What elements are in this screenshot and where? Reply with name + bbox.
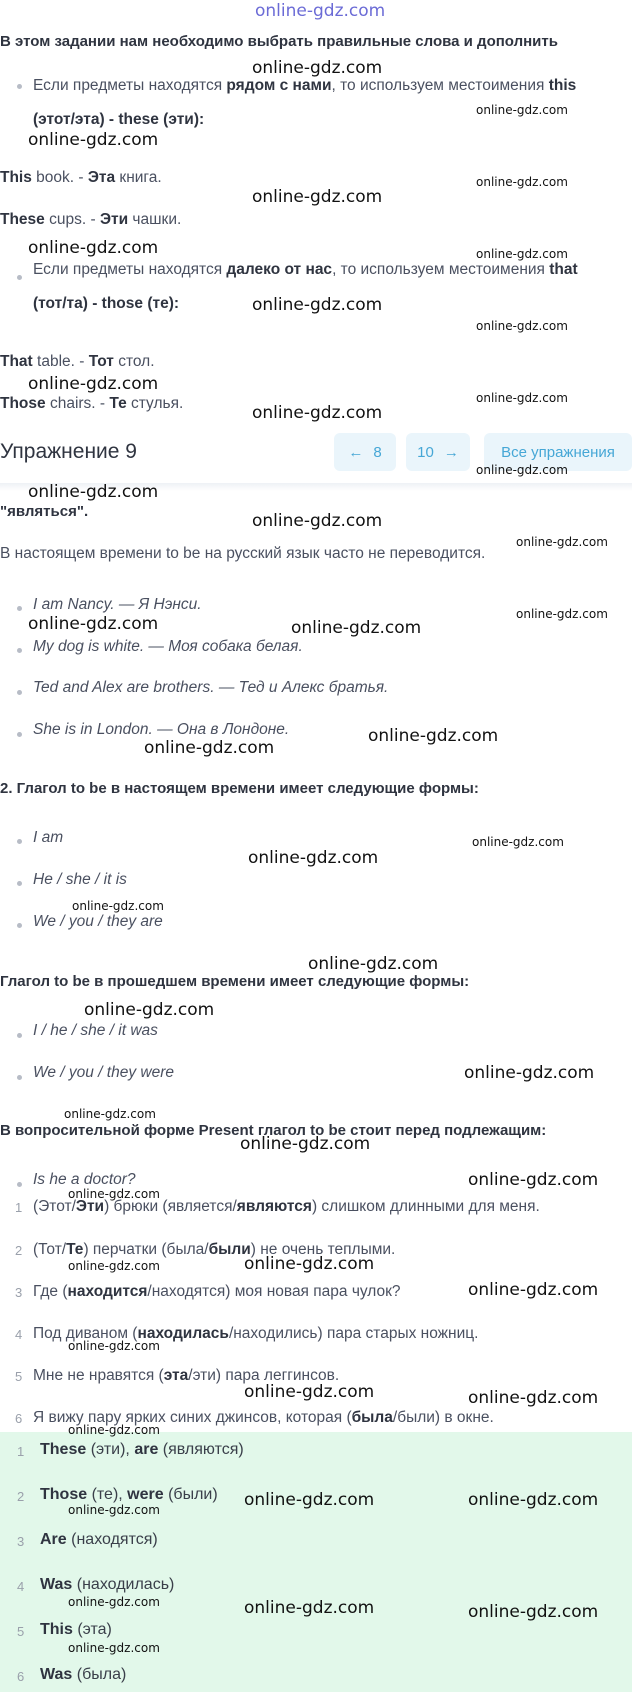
watermark: online-gdz.com xyxy=(468,1280,599,1300)
example-these: These cups. - Эти чашки. xyxy=(0,211,182,228)
header-watermark: online-gdz.com xyxy=(255,1,386,21)
task-number: 5 xyxy=(15,1369,23,1384)
watermark: online-gdz.com xyxy=(248,848,379,868)
example-item: I am Nancy. — Я Нэнси. xyxy=(33,596,202,613)
bullet xyxy=(17,923,22,928)
question-example: Is he a doctor? xyxy=(33,1171,136,1188)
task-number: 4 xyxy=(15,1327,23,1342)
example-item: Ted and Alex are brothers. — Тед и Алекс братья. xyxy=(33,679,389,696)
example-item: My dog is white. — Моя собака белая. xyxy=(33,638,303,655)
watermark: online-gdz.com xyxy=(28,614,159,634)
watermark: online-gdz.com xyxy=(28,130,159,150)
watermark: online-gdz.com xyxy=(468,1602,599,1622)
intro-bullet-1-line2: (этот/эта) - these (эти): xyxy=(33,111,205,128)
watermark: online-gdz.com xyxy=(84,1000,215,1020)
watermark: online-gdz.com xyxy=(252,187,383,207)
watermark: online-gdz.com xyxy=(68,1259,160,1273)
watermark: online-gdz.com xyxy=(244,1490,375,1510)
watermark: online-gdz.com xyxy=(28,238,159,258)
watermark: online-gdz.com xyxy=(244,1254,375,1274)
exercise-title: Упражнение 9 xyxy=(0,440,137,463)
answer-item: Are (находятся) xyxy=(40,1531,158,1548)
present-form: I am xyxy=(33,829,64,846)
watermark: online-gdz.com xyxy=(28,374,159,394)
task-item: Под диваном (находилась/находились) пара старых ножниц. xyxy=(33,1325,479,1342)
watermark: online-gdz.com xyxy=(476,463,568,477)
answer-item: These (эти), are (являются) xyxy=(40,1441,244,1458)
watermark: online-gdz.com xyxy=(252,58,383,78)
task-number: 2 xyxy=(15,1243,23,1258)
watermark: online-gdz.com xyxy=(68,1187,160,1201)
watermark: online-gdz.com xyxy=(68,1595,160,1609)
task-item: Я вижу пару ярких синих джинсов, которая (была/были) в окне. xyxy=(33,1409,494,1426)
example-that: That table. - Тот стол. xyxy=(0,353,155,370)
task-number: 3 xyxy=(15,1285,23,1300)
bullet xyxy=(17,1182,22,1187)
watermark: online-gdz.com xyxy=(252,511,383,531)
next-exercise-button[interactable] xyxy=(406,433,470,471)
all-exercises-button[interactable]: Все упражнения xyxy=(484,433,632,471)
theory-fragment: "являться". xyxy=(0,503,89,520)
watermark: online-gdz.com xyxy=(368,726,499,746)
answer-number: 4 xyxy=(17,1579,25,1594)
past-form: I / he / she / it was xyxy=(33,1022,158,1039)
watermark: online-gdz.com xyxy=(68,1423,160,1437)
example-this: This book. - Эта книга. xyxy=(0,169,162,186)
present-form: He / she / it is xyxy=(33,871,127,888)
bullet xyxy=(17,275,22,280)
bullet xyxy=(17,1075,22,1080)
watermark: online-gdz.com xyxy=(64,1107,156,1121)
example-item: She is in London. — Она в Лондоне. xyxy=(33,721,290,738)
watermark: online-gdz.com xyxy=(308,954,439,974)
bullet xyxy=(17,732,22,737)
task-item: (Тот/Те) перчатки (была/были) не очень теплыми. xyxy=(33,1241,396,1258)
watermark: online-gdz.com xyxy=(68,1503,160,1517)
watermark: online-gdz.com xyxy=(472,835,564,849)
bullet xyxy=(17,839,22,844)
present-forms-heading: 2. Глагол to be в настоящем времени имеет следующие формы: xyxy=(0,780,479,797)
watermark: online-gdz.com xyxy=(464,1063,595,1083)
task-number: 1 xyxy=(15,1200,23,1215)
intro-title: В этом задании нам необходимо выбрать правильные слова и дополнить xyxy=(0,33,558,50)
task-number: 6 xyxy=(15,1411,23,1426)
watermark: online-gdz.com xyxy=(516,535,608,549)
answer-number: 5 xyxy=(17,1624,25,1639)
theory-note: В настоящем времени to be на русский язык часто не переводится. xyxy=(0,545,486,562)
example-those: Those chairs. - Те стулья. xyxy=(0,395,184,412)
arrow-left-icon: ← xyxy=(348,443,364,461)
prev-exercise-label: 8 xyxy=(373,443,382,461)
watermark: online-gdz.com xyxy=(68,1641,160,1655)
past-form: We / you / they were xyxy=(33,1064,174,1081)
task-item: Мне не нравятся (эта/эти) пара леггинсов. xyxy=(33,1367,340,1384)
bullet xyxy=(17,648,22,653)
watermark: online-gdz.com xyxy=(68,1339,160,1353)
answer-number: 6 xyxy=(17,1669,25,1684)
watermark: online-gdz.com xyxy=(144,738,275,758)
answer-number: 3 xyxy=(17,1534,25,1549)
bullet xyxy=(17,1033,22,1038)
answer-item: Was (находилась) xyxy=(40,1576,175,1593)
bullet xyxy=(17,84,22,89)
question-heading: В вопросительной форме Present глагол to be стоит перед подлежащим: xyxy=(0,1122,547,1139)
watermark: online-gdz.com xyxy=(252,295,383,315)
watermark: online-gdz.com xyxy=(28,482,159,502)
watermark: online-gdz.com xyxy=(468,1170,599,1190)
answer-number: 2 xyxy=(17,1489,25,1504)
answer-number: 1 xyxy=(17,1444,25,1459)
past-forms-heading: Глагол to be в прошедшем времени имеет следующие формы: xyxy=(0,973,470,990)
task-item: (Этот/Эти) брюки (является/являются) слишком длинными для меня. xyxy=(33,1198,540,1215)
watermark: online-gdz.com xyxy=(468,1490,599,1510)
watermark: online-gdz.com xyxy=(72,899,164,913)
watermark: online-gdz.com xyxy=(476,391,568,405)
intro-bullet-2: Если предметы находятся далеко от нас, то используем местоимения that xyxy=(33,261,578,278)
watermark: online-gdz.com xyxy=(244,1598,375,1618)
bullet xyxy=(17,881,22,886)
watermark: online-gdz.com xyxy=(240,1134,371,1154)
watermark: online-gdz.com xyxy=(244,1382,375,1402)
arrow-right-icon: → xyxy=(443,443,459,461)
watermark: online-gdz.com xyxy=(252,403,383,423)
prev-exercise-button[interactable] xyxy=(334,433,396,471)
watermark: online-gdz.com xyxy=(468,1388,599,1408)
watermark: online-gdz.com xyxy=(476,247,568,261)
intro-bullet-2-line2: (тот/та) - those (те): xyxy=(33,295,180,312)
answer-item: Those (те), were (были) xyxy=(40,1486,218,1503)
task-item: Где (находится/находятся) моя новая пара чулок? xyxy=(33,1283,401,1300)
bullet xyxy=(17,606,22,611)
watermark: online-gdz.com xyxy=(516,607,608,621)
watermark: online-gdz.com xyxy=(291,618,422,638)
next-exercise-label: 10 xyxy=(417,443,434,461)
present-form: We / you / they are xyxy=(33,913,163,930)
watermark: online-gdz.com xyxy=(476,319,568,333)
answer-item: Was (была) xyxy=(40,1666,127,1683)
intro-bullet-1: Если предметы находятся рядом с нами, то используем местоимения this xyxy=(33,77,577,94)
watermark: online-gdz.com xyxy=(476,103,568,117)
answer-item: This (эта) xyxy=(40,1621,112,1638)
bullet xyxy=(17,690,22,695)
watermark: online-gdz.com xyxy=(476,175,568,189)
